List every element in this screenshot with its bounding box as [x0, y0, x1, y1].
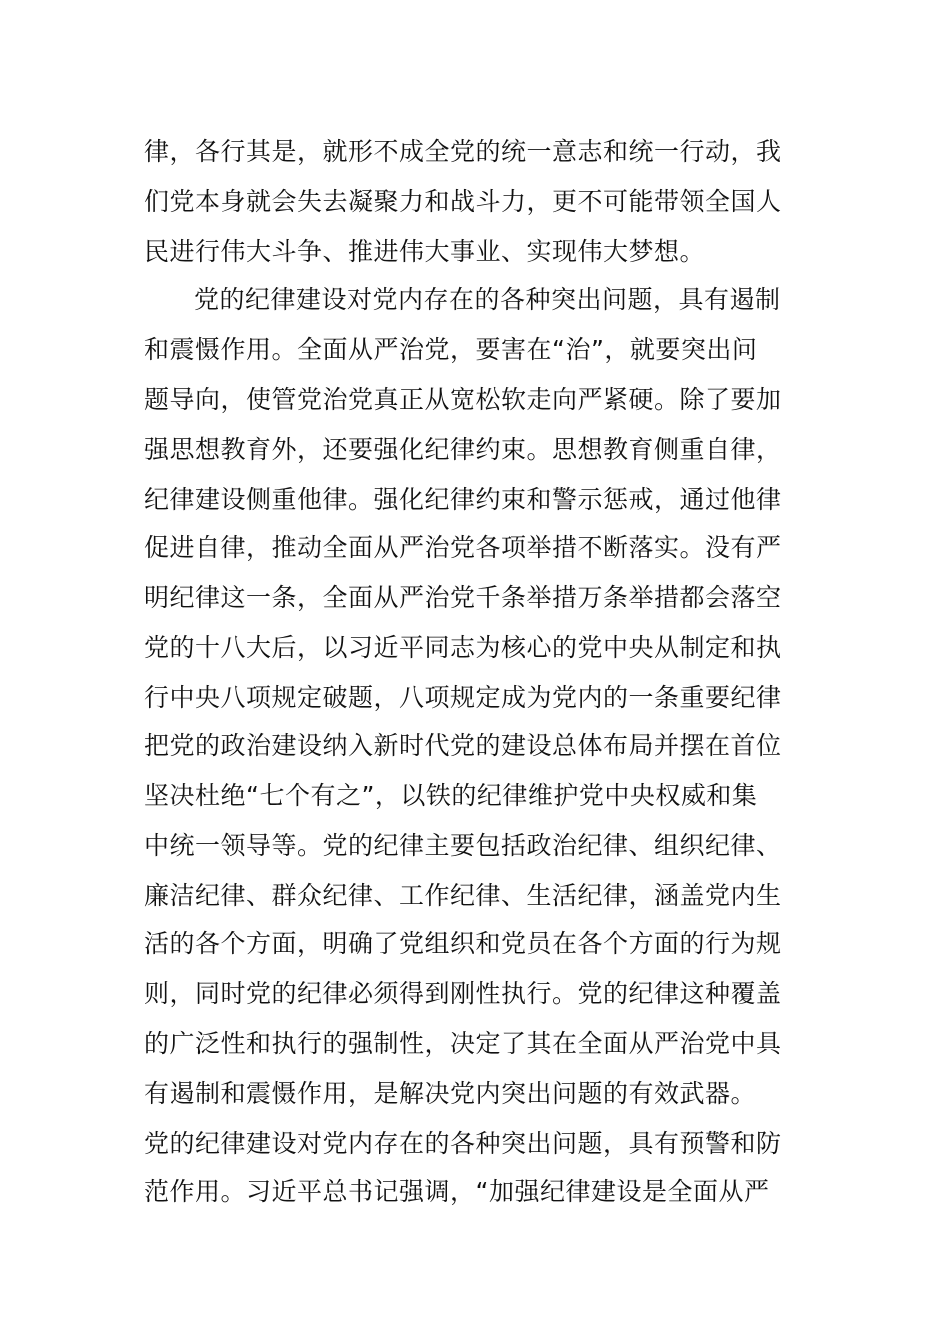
text-line: 坚决杜绝“七个有之”，以铁的纪律维护党中央权威和集	[144, 781, 758, 810]
text-line: 则，同时党的纪律必须得到刚性执行。党的纪律这种覆盖	[144, 979, 782, 1008]
text-line: 们党本身就会失去凝聚力和战斗力，更不可能带领全国人	[144, 187, 782, 216]
text-line: 题导向，使管党治党真正从宽松软走向严紧硬。除了要加	[144, 385, 782, 414]
paragraph-first-line: 党的纪律建设对党内存在的各种突出问题，具有预警和防	[144, 1129, 782, 1158]
text-line: 行中央八项规定破题，八项规定成为党内的一条重要纪律	[144, 683, 782, 712]
text-line: 中统一领导等。党的纪律主要包括政治纪律、组织纪律、	[144, 831, 782, 860]
text-line: 纪律建设侧重他律。强化纪律约束和警示惩戒，通过他律	[144, 485, 782, 514]
text-line: 党的十八大后，以习近平同志为核心的党中央从制定和执	[144, 633, 782, 662]
text-line: 廉洁纪律、群众纪律、工作纪律、生活纪律，涵盖党内生	[144, 881, 782, 910]
text-line: 活的各个方面，明确了党组织和党员在各个方面的行为规	[144, 929, 782, 958]
text-line: 有遏制和震慑作用，是解决党内突出问题的有效武器。	[144, 1079, 757, 1108]
text-line: 和震慑作用。全面从严治党，要害在“治”，就要突出问	[144, 335, 758, 364]
text-line: 把党的政治建设纳入新时代党的建设总体布局并摆在首位	[144, 731, 782, 760]
text-line: 明纪律这一条，全面从严治党千条举措万条举措都会落空	[144, 583, 782, 612]
paragraph-first-line: 党的纪律建设对党内存在的各种突出问题，具有遏制	[194, 285, 781, 314]
text-line: 律，各行其是，就形不成全党的统一意志和统一行动，我	[144, 137, 782, 166]
text-line: 促进自律，推动全面从严治党各项举措不断落实。没有严	[144, 533, 782, 562]
text-line: 的广泛性和执行的强制性，决定了其在全面从严治党中具	[144, 1029, 782, 1058]
text-line: 民进行伟大斗争、推进伟大事业、实现伟大梦想。	[144, 237, 706, 266]
text-line: 范作用。习近平总书记强调，“加强纪律建设是全面从严	[144, 1177, 770, 1206]
text-line: 强思想教育外，还要强化纪律约束。思想教育侧重自律，	[144, 435, 782, 464]
